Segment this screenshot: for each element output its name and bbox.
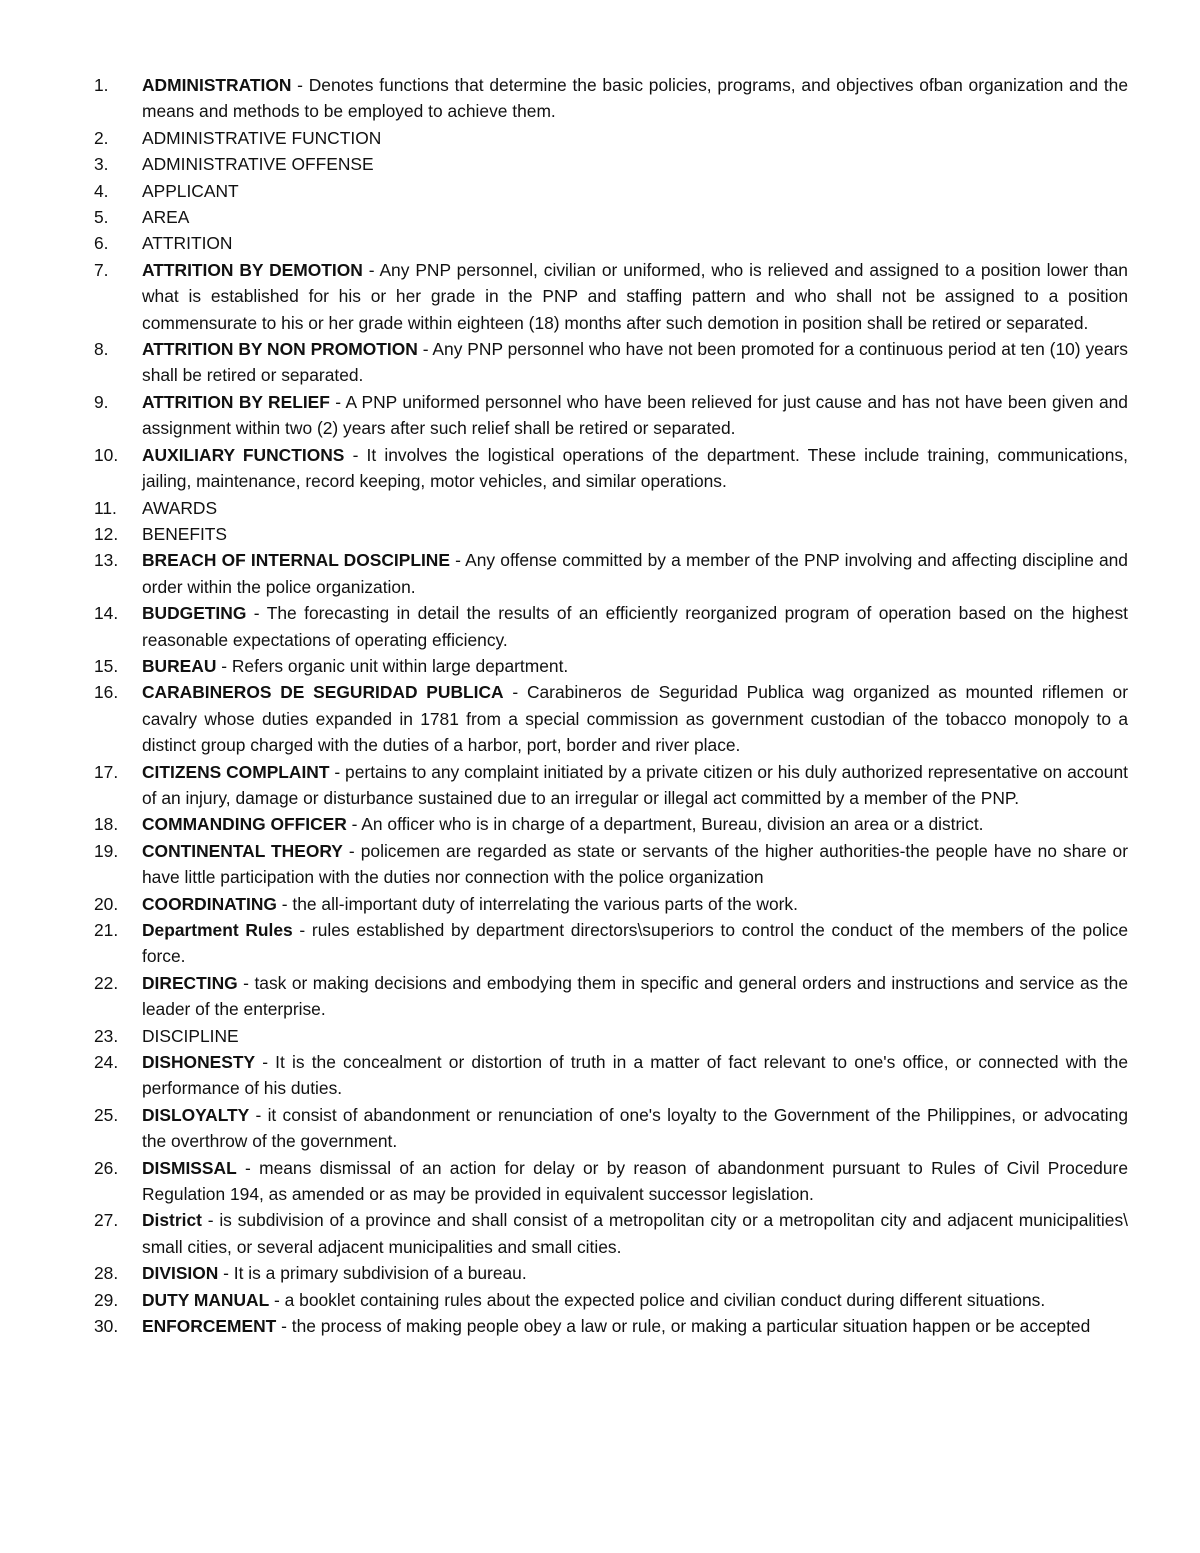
item-definition: - means dismissal of an action for delay or by reason of abandonment pursuant to Rules of Civil Procedure Regulation 194, as amended or as may be provided in equivalent successor legislation. (142, 1157, 1128, 1205)
item-term: DUTY MANUAL (142, 1289, 270, 1310)
list-item (94, 1313, 1128, 1339)
item-term: CARABINEROS DE SEGURIDAD PUBLICA (142, 682, 504, 703)
item-definition: - Any PNP personnel who have not been promoted for a continuous period at ten (10) years shall be retired or separated. (142, 339, 1128, 386)
list-item (94, 151, 1128, 177)
item-term: ADMINISTRATION (142, 75, 292, 95)
item-definition: - Refers organic unit within large department. (216, 655, 569, 676)
item-number: 25. (94, 1104, 119, 1125)
item-definition: - It is the concealment or distortion of truth in a matter of fact relevant to one's office, or connected with the performance of his duties. (142, 1052, 1128, 1099)
list-item (94, 811, 1128, 837)
list-item (94, 759, 1128, 812)
item-definition: - it consist of abandonment or renunciation of one's loyalty to the Government of the Philippines, or advocating the overthrow of the government. (142, 1104, 1128, 1152)
item-term: CITIZENS COMPLAINT (142, 761, 330, 782)
list-item (94, 1260, 1128, 1286)
item-term: ADMINISTRATIVE OFFENSE (142, 154, 374, 175)
item-term: DISCIPLINE (142, 1025, 239, 1046)
item-definition: - An officer who is in charge of a department, Bureau, division an area or a district. (346, 814, 984, 835)
list-item (94, 600, 1128, 653)
list-item (94, 1155, 1128, 1208)
item-number: 3. (94, 154, 109, 175)
item-number: 5. (94, 207, 109, 228)
item-term: District (142, 1210, 202, 1231)
item-number: 15. (94, 655, 119, 676)
item-number: 6. (94, 233, 109, 254)
item-definition: - Denotes functions that determine the basic policies, programs, and objectives ofban organization and the means and methods to be employed to achieve them. (142, 75, 1128, 122)
item-term: BUREAU (142, 655, 217, 676)
item-term: BENEFITS (142, 523, 228, 544)
item-definition: - rules established by department directors\superiors to control the conduct of the members of the police force. (142, 920, 1128, 967)
glossary-list (94, 72, 1128, 1340)
item-definition: - A PNP uniformed personnel who have been relieved for just cause and has not have been given and assignment within two (2) years after such relief shall be retired or separated. (142, 391, 1128, 439)
item-definition: - Any offense committed by a member of the PNP involving and affecting discipline and order within the police organization. (142, 550, 1128, 597)
item-definition: - task or making decisions and embodying them in specific and general orders and instructions and service as the leader of the enterprise. (142, 972, 1128, 1020)
item-definition: - the all-important duty of interrelating the various parts of the work. (276, 893, 798, 914)
item-term: ATTRITION BY DEMOTION (142, 259, 363, 280)
item-term: AWARDS (142, 497, 218, 518)
item-definition: - the process of making people obey a law or rule, or making a particular situation happen or be accepted (276, 1316, 1091, 1337)
item-definition: - policemen are regarded as state or servants of the higher authorities-the people have no share or have little participation with the duties nor connection with the police organization (142, 840, 1128, 888)
item-number: 14. (94, 603, 119, 624)
item-number: 7. (94, 259, 109, 280)
item-number: 9. (94, 391, 109, 412)
item-number: 30. (94, 1316, 119, 1337)
list-item (94, 495, 1128, 521)
item-number: 21. (94, 920, 119, 940)
list-item (94, 442, 1128, 495)
list-item (94, 1049, 1128, 1102)
item-definition: - It is a primary subdivision of a bureau. (218, 1263, 527, 1284)
item-term: COMMANDING OFFICER (142, 814, 347, 835)
item-number: 28. (94, 1263, 119, 1284)
list-item (94, 204, 1128, 230)
list-item (94, 257, 1128, 336)
item-number: 18. (94, 814, 119, 835)
item-definition: - It involves the logistical operations of the department. These include training, communications, jailing, maintenance, record keeping, motor vehicles, and similar operations. (142, 444, 1128, 492)
item-term: Department Rules (142, 920, 293, 940)
item-term: ATTRITION BY RELIEF (142, 391, 330, 412)
list-item (94, 72, 1128, 125)
item-definition: - Carabineros de Seguridad Publica wag organized as mounted riflemen or cavalry whose duties expanded in 1781 from a special commission as government custodian of the tobacco monopoly to a distinct group charged with the duties of a harbor, port, border and river place. (142, 682, 1128, 756)
list-item (94, 1207, 1128, 1260)
item-number: 17. (94, 761, 119, 782)
item-definition: - pertains to any complaint initiated by a private citizen or his duly authorized representative on account of an injury, damage or disturbance sustained due to an irregular or illegal act committed by a member of the PNP. (142, 761, 1128, 808)
item-number: 23. (94, 1025, 119, 1046)
item-definition: - Any PNP personnel, civilian or uniformed, who is relieved and assigned to a position lower than what is established for his or her grade in the PNP and staffing pattern and who shall not be assigned to a position commensurate to his or her grade within eighteen (18) months after such demotion in position shall be retired or separated. (142, 259, 1128, 333)
item-number: 8. (94, 339, 109, 360)
item-definition: - a booklet containing rules about the expected police and civilian conduct during different situations. (269, 1289, 1046, 1310)
item-term: ATTRITION BY NON PROMOTION (142, 339, 418, 360)
list-item (94, 1023, 1128, 1049)
list-item (94, 547, 1128, 600)
item-definition: - is subdivision of a province and shall consist of a metropolitan city or a metropolitan city and adjacent municipalities\ small cities, or several adjacent municipalities and small cities. (142, 1210, 1128, 1257)
item-term: APPLICANT (142, 180, 239, 201)
item-term: ENFORCEMENT (142, 1316, 277, 1337)
item-term: AREA (142, 207, 190, 228)
list-item (94, 230, 1128, 256)
item-term: DIVISION (142, 1263, 219, 1284)
item-definition: - The forecasting in detail the results of an efficiently reorganized program of operation based on the highest reasonable expectations of operating efficiency. (142, 603, 1128, 650)
item-term: CONTINENTAL THEORY (142, 840, 343, 861)
item-term: BUDGETING (142, 603, 247, 624)
item-term: ADMINISTRATIVE FUNCTION (142, 127, 382, 148)
list-item (94, 679, 1128, 758)
list-item (94, 178, 1128, 204)
list-item (94, 125, 1128, 151)
list-item (94, 891, 1128, 917)
item-term: DISLOYALTY (142, 1104, 250, 1125)
list-item (94, 1102, 1128, 1155)
item-number: 10. (94, 444, 119, 465)
item-number: 24. (94, 1052, 119, 1073)
list-item (94, 917, 1128, 970)
item-term: COORDINATING (142, 893, 277, 914)
item-number: 2. (94, 127, 109, 148)
item-term: DISMISSAL (142, 1157, 237, 1178)
list-item (94, 970, 1128, 1023)
item-term: BREACH OF INTERNAL DOSCIPLINE (142, 550, 450, 571)
item-term: DIRECTING (142, 972, 238, 993)
item-number: 26. (94, 1157, 119, 1178)
item-number: 1. (94, 75, 109, 95)
item-term: ATTRITION (142, 233, 233, 254)
item-number: 29. (94, 1289, 119, 1310)
item-number: 16. (94, 682, 119, 703)
item-number: 22. (94, 972, 119, 993)
list-item (94, 336, 1128, 389)
item-number: 4. (94, 180, 109, 201)
item-number: 13. (94, 550, 119, 571)
item-number: 20. (94, 893, 119, 914)
list-item (94, 521, 1128, 547)
list-item (94, 838, 1128, 891)
list-item (94, 389, 1128, 442)
item-number: 19. (94, 840, 119, 861)
list-item (94, 653, 1128, 679)
item-number: 11. (94, 497, 117, 518)
item-term: DISHONESTY (142, 1052, 256, 1073)
item-number: 27. (94, 1210, 119, 1231)
list-item (94, 1287, 1128, 1313)
item-term: AUXILIARY FUNCTIONS (142, 444, 345, 465)
item-number: 12. (94, 523, 119, 544)
